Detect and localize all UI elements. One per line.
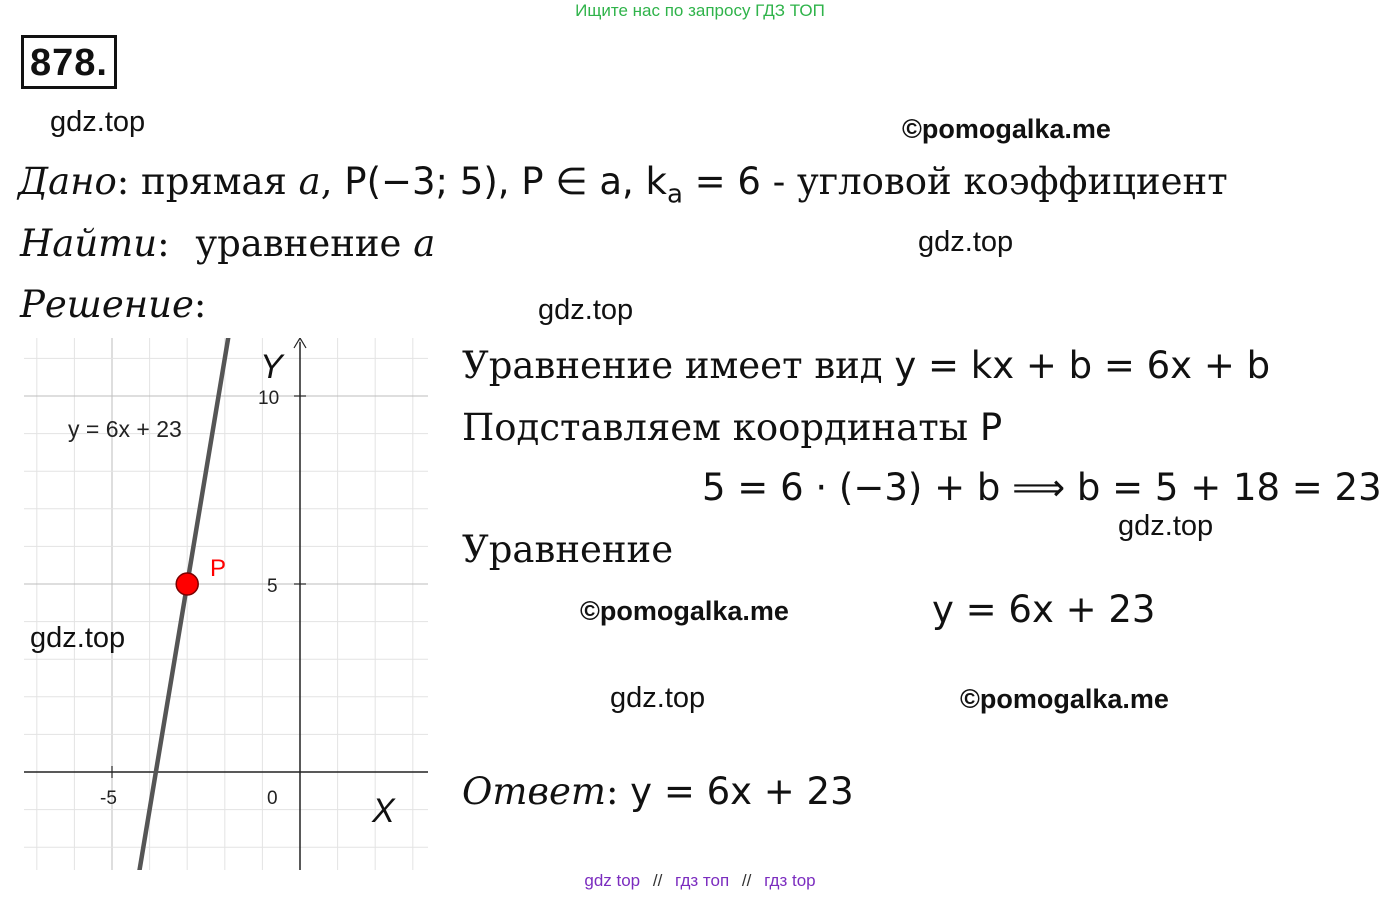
tick-label-5: 5 <box>267 576 278 597</box>
footer-link-gdz-top[interactable]: gdz top <box>584 871 641 890</box>
watermark-gdz: gdz.top <box>538 294 634 326</box>
given-comma: , <box>320 160 333 203</box>
given-label: Дано <box>18 160 117 203</box>
find-label: Найти <box>20 222 158 265</box>
solution-colon: : <box>193 283 207 326</box>
find-var: a <box>413 222 436 265</box>
tick-label-10: 10 <box>258 388 280 409</box>
solution-label: Решение <box>20 283 194 326</box>
given-dash-text: - угловой коэффициент <box>760 160 1228 203</box>
answer-math: y = 6x + 23 <box>630 770 854 813</box>
find-colon: : <box>157 222 170 265</box>
given-text: прямая <box>141 160 287 203</box>
watermark-pomogalka: ©pomogalka.me <box>960 684 1169 714</box>
find-line <box>20 222 435 265</box>
find-text: уравнение <box>195 222 402 265</box>
given-point: P(−3; 5), P ∈ a, k <box>344 160 667 203</box>
given-var-a: a <box>298 160 321 203</box>
footer-link-gdz-top-mixed[interactable]: гдз top <box>764 871 816 890</box>
solution-line <box>20 283 206 326</box>
step2-var: P <box>979 406 1003 449</box>
step1-math: y = kx + b = 6x + b <box>894 344 1271 387</box>
step-line-2 <box>462 406 1002 449</box>
footer-links <box>0 871 1400 891</box>
top-banner: Ищите нас по запросу ГДЗ ТОП <box>575 1 825 20</box>
watermark-gdz: gdz.top <box>918 226 1014 258</box>
tick-label-0: 0 <box>267 788 278 809</box>
step-line-5: y = 6x + 23 <box>932 588 1156 631</box>
step1-text: Уравнение имеет вид <box>462 344 895 387</box>
step-line-4: Уравнение <box>462 528 674 571</box>
answer-label: Ответ <box>462 770 606 813</box>
given-sub: a <box>666 179 683 210</box>
x-axis-label: X <box>372 792 395 830</box>
point-label: P <box>210 555 227 582</box>
watermark-pomogalka: ©pomogalka.me <box>902 114 1111 144</box>
watermark-gdz: gdz.top <box>1118 510 1214 542</box>
footer-link-gdz-top-ru[interactable]: гдз топ <box>675 871 730 890</box>
given-colon: : <box>116 160 130 203</box>
answer-colon: : <box>605 770 619 813</box>
y-axis-label: Y <box>260 348 283 386</box>
line-equation-label: y = 6x + 23 <box>68 416 182 442</box>
watermark-gdz: gdz.top <box>30 622 126 654</box>
step-line-3: 5 = 6 · (−3) + b ⟹ b = 5 + 18 = 23 <box>702 466 1382 509</box>
answer-line <box>462 770 854 813</box>
watermark-gdz: gdz.top <box>50 106 146 138</box>
watermark-gdz: gdz.top <box>610 682 706 714</box>
step-line-1 <box>462 344 1270 387</box>
footer-separator: // <box>652 871 663 890</box>
coordinate-graph <box>24 338 428 870</box>
point-p <box>176 573 198 595</box>
y-axis <box>294 338 306 870</box>
watermark-pomogalka: ©pomogalka.me <box>580 596 789 626</box>
step2-text: Подставляем координаты <box>462 406 980 449</box>
given-line <box>18 160 1228 209</box>
footer-separator: // <box>741 871 752 890</box>
tick-label-neg5: -5 <box>100 788 117 809</box>
task-number: 878. <box>21 35 117 89</box>
given-eq: = 6 <box>682 160 761 203</box>
